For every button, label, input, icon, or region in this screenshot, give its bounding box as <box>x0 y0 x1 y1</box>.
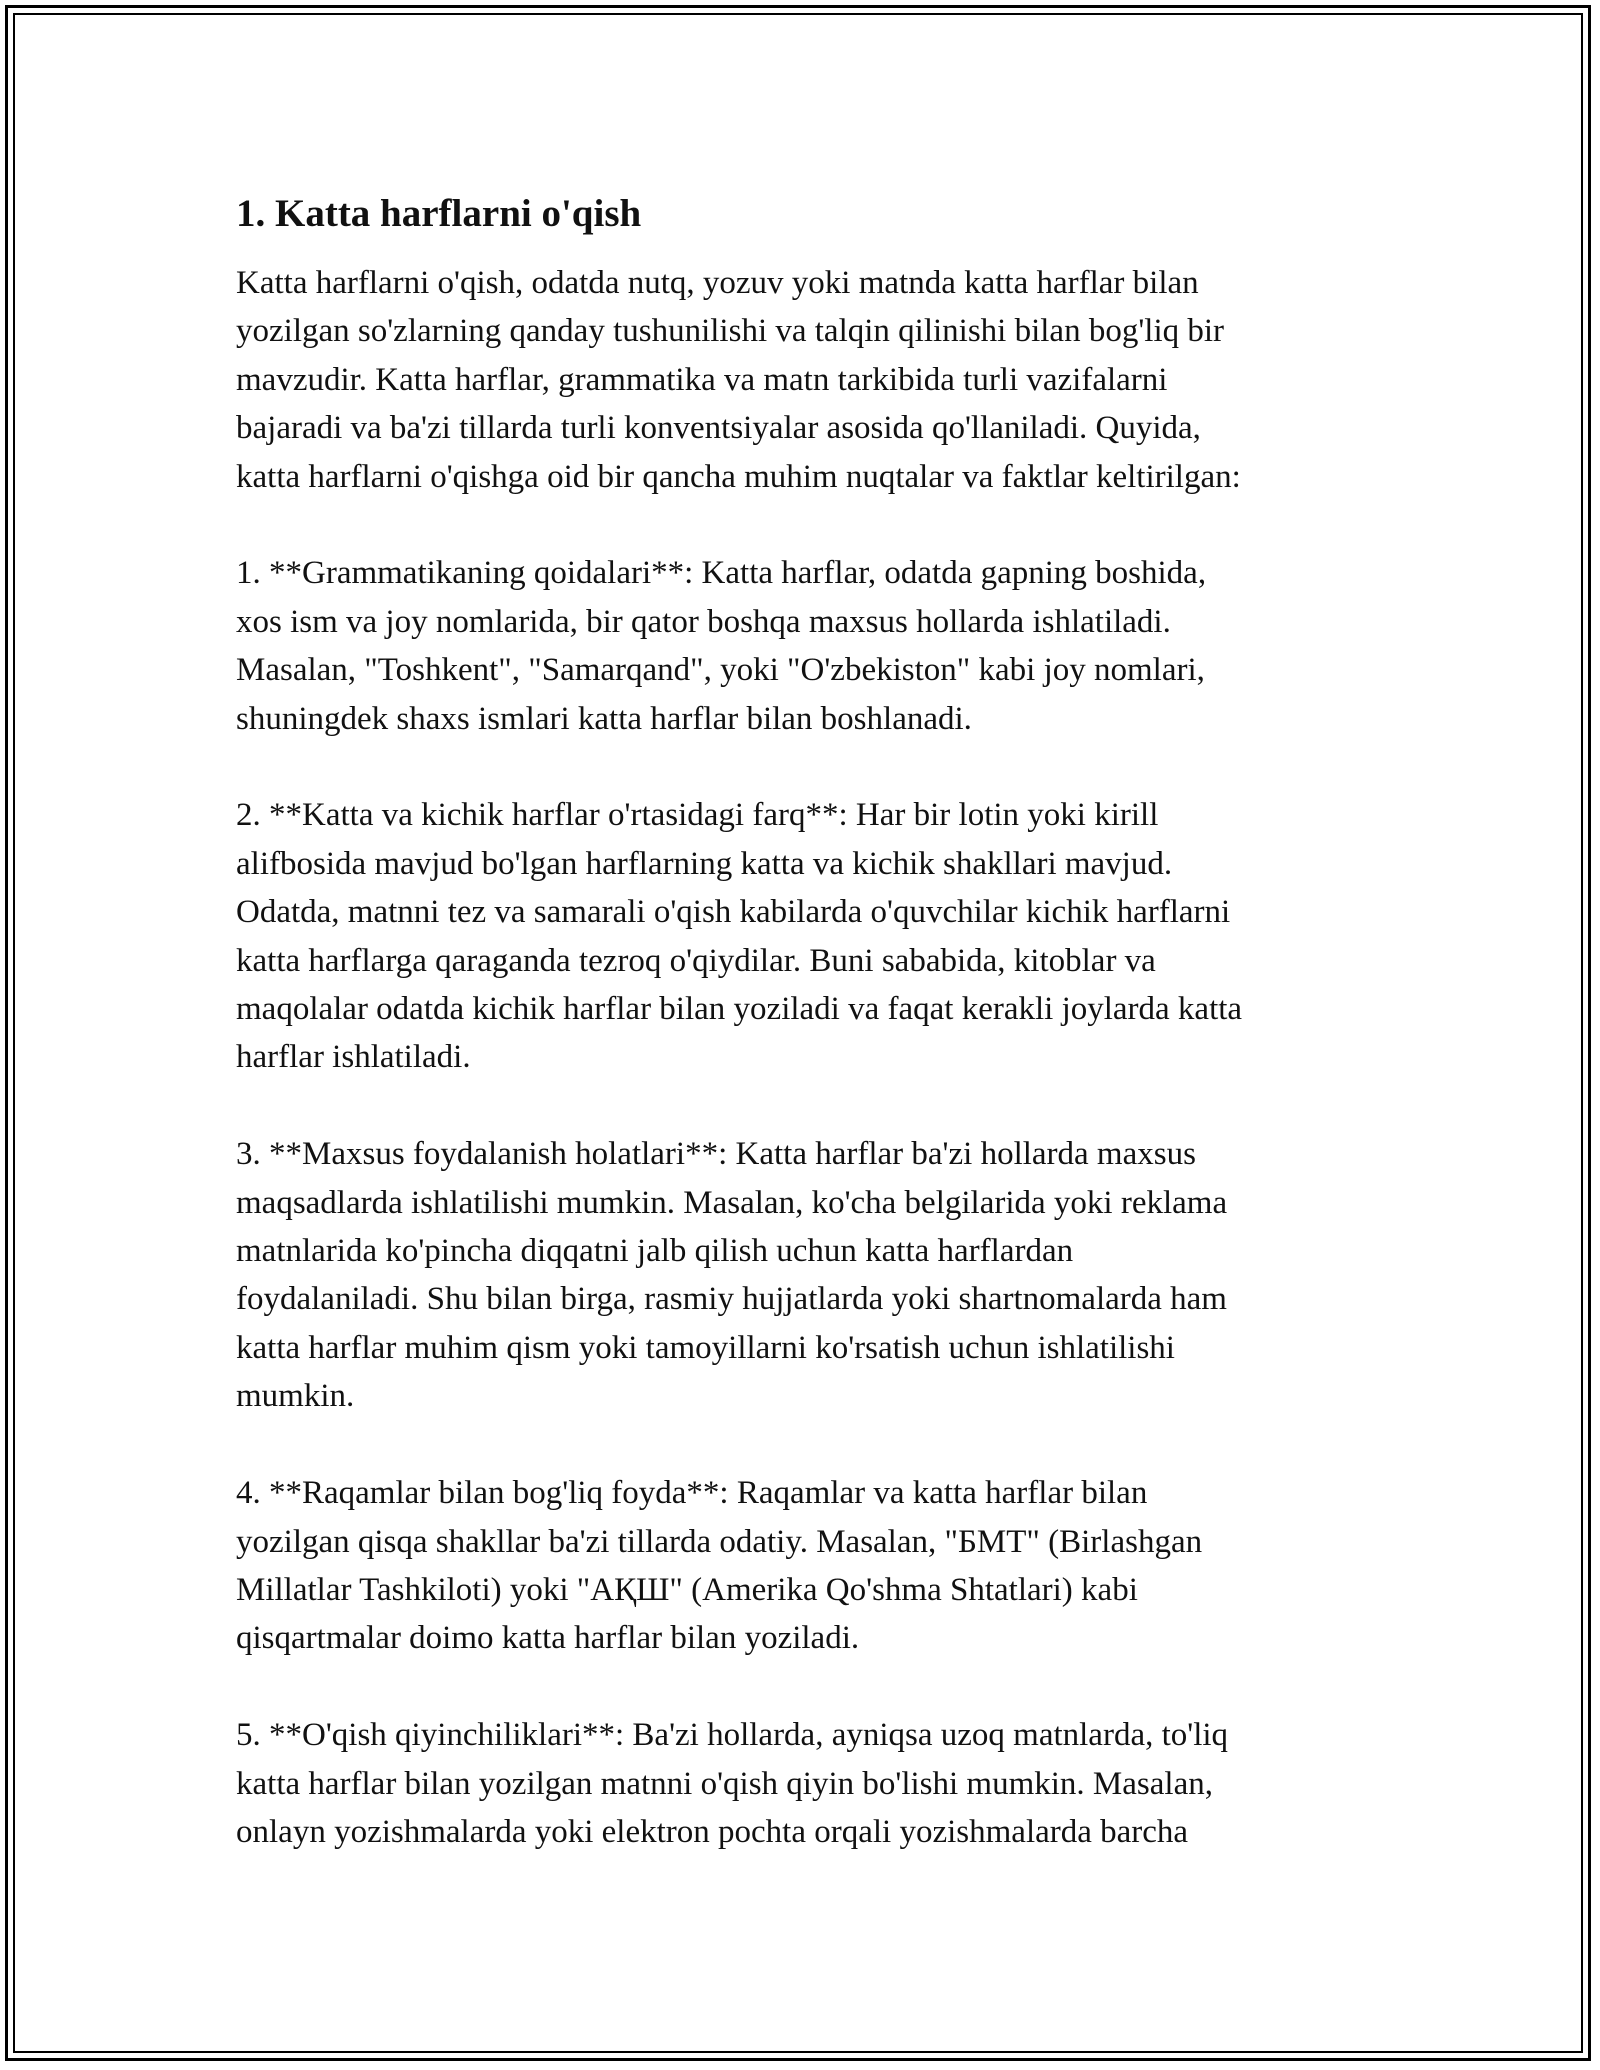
document-body <box>236 186 1366 1905</box>
document-title: 1. Katta harflarni o'qish <box>236 192 642 235</box>
point-1-grammar-rules: 1. **Grammatikaning qoidalari**: Katta harflar, odatda gapning boshida, xos ism va joy nomlarida, bir qator boshqa maxsus hollarda ishlatiladi. Masalan, "Toshkent", "Samarqand", yoki "O'zbekiston" kabi joy nomlari, shuningdek shaxs ismlari katta harflar bilan boshlanadi. <box>236 555 1207 737</box>
point-4-abbreviations: 4. **Raqamlar bilan bog'liq foyda**: Raqamlar va katta harflar bilan yozilgan qisqa shakllar ba'zi tillarda odatiy. Masalan, "БМТ" (Birlashgan Millatlar Tashkiloti) yoki "АҚШ" (Amerika Qo'shma Shtatlari) kabi qisqartmalar doimo katta harflar bilan yoziladi. <box>236 1475 1203 1657</box>
point-3-special-usage: 3. **Maxsus foydalanish holatlari**: Katta harflar ba'zi hollarda maxsus maqsadlarda ishlatilishi mumkin. Masalan, ko'cha belgilarida yoki reklama matnlarida ko'pincha diqqatni jalb qilish uchun katta harflardan foydalaniladi. Shu bilan birga, rasmiy hujjatlarda yoki shartnomalarda ham katta harflar muhim qism yoki tamoyillarni ko'rsatish uchun ishlatilishi mumkin. <box>236 1136 1228 1415</box>
point-2-upper-lower-difference: 2. **Katta va kichik harflar o'rtasidagi farq**: Har bir lotin yoki kirill alifbosida mavjud bo'lgan harflarning katta va kichik shakllari mavjud. Odatda, matnni tez va samarali o'qish kabilarda o'quvchilar kichik harflarni katta harflarga qaraganda tezroq o'qiydilar. Buni sababida, kitoblar va maqolalar odatda kichik harflar bilan yoziladi va faqat kerakli joylarda katta harflar ishlatiladi. <box>236 797 1243 1076</box>
point-5-reading-difficulties: 5. **O'qish qiyinchiliklari**: Ba'zi hollarda, ayniqsa uzoq matnlarda, to'liq katta harflar bilan yozilgan matnni o'qish qiyin bo'lishi mumkin. Masalan, onlayn yozishmalarda yoki elektron pochta orqali yozishmalarda barcha <box>236 1717 1229 1850</box>
intro-paragraph: Katta harflarni o'qish, odatda nutq, yozuv yoki matnda katta harflar bilan yozilgan so'zlarning qanday tushunilishi va talqin qilinishi bilan bog'liq bir mavzudir. Katta harflar, grammatika va matn tarkibida turli vazifalarni bajaradi va ba'zi tillarda turli konventsiyalar asosida qo'llaniladi. Quyida, katta harflarni o'qishga oid bir qancha muhim nuqtalar va faktlar keltirilgan: <box>236 265 1241 495</box>
